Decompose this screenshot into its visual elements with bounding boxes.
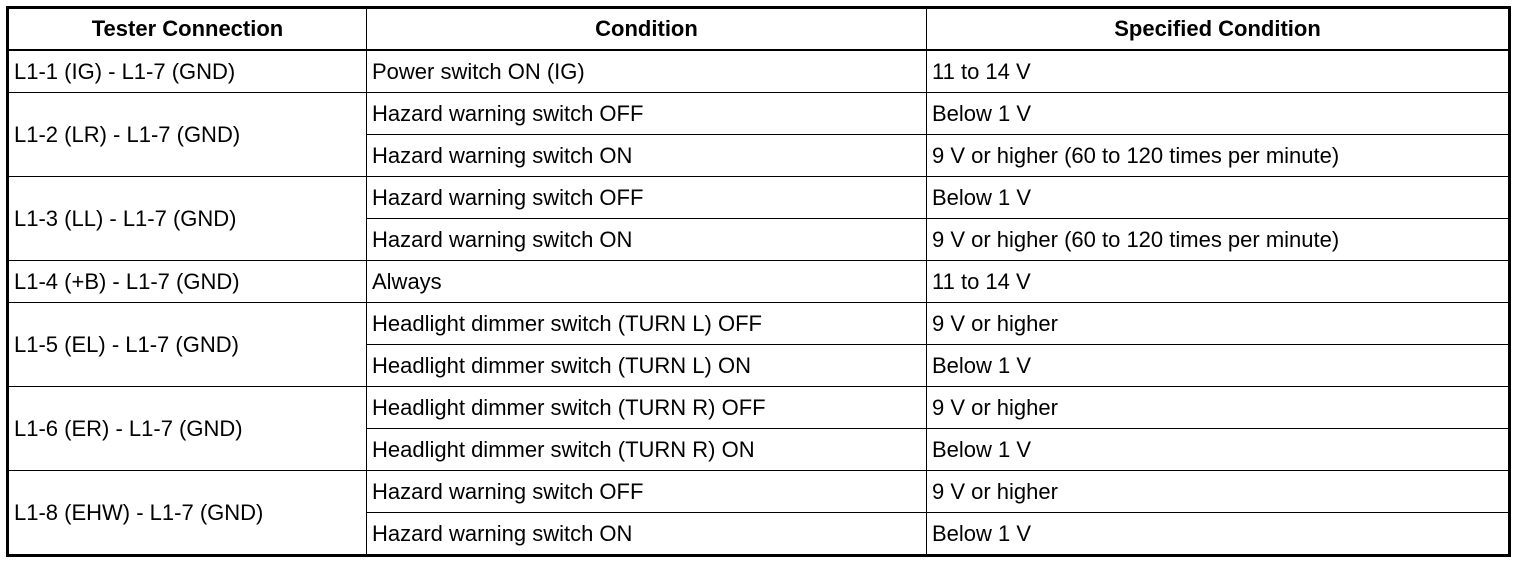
specified-condition-cell: 11 to 14 V — [927, 261, 1510, 303]
specified-condition-cell: 9 V or higher (60 to 120 times per minute) — [927, 219, 1510, 261]
table-row — [8, 303, 1510, 345]
header-condition: Condition — [367, 8, 927, 51]
specified-condition-cell: 9 V or higher — [927, 387, 1510, 429]
specified-condition-cell: 11 to 14 V — [927, 50, 1510, 93]
condition-cell: Hazard warning switch ON — [367, 219, 927, 261]
tester-connection-cell: L1-6 (ER) - L1-7 (GND) — [8, 387, 367, 471]
specified-condition-cell: Below 1 V — [927, 345, 1510, 387]
tester-connection-cell: L1-1 (IG) - L1-7 (GND) — [8, 50, 367, 93]
tester-connection-cell: L1-8 (EHW) - L1-7 (GND) — [8, 471, 367, 556]
condition-cell: Always — [367, 261, 927, 303]
table-row — [8, 387, 1510, 429]
table-body — [8, 50, 1510, 556]
tester-connection-cell: L1-5 (EL) - L1-7 (GND) — [8, 303, 367, 387]
table-row — [8, 471, 1510, 513]
specified-condition-cell: 9 V or higher — [927, 303, 1510, 345]
specified-condition-cell: Below 1 V — [927, 429, 1510, 471]
condition-cell: Headlight dimmer switch (TURN L) OFF — [367, 303, 927, 345]
condition-cell: Headlight dimmer switch (TURN R) ON — [367, 429, 927, 471]
condition-cell: Hazard warning switch OFF — [367, 177, 927, 219]
condition-cell: Hazard warning switch ON — [367, 513, 927, 556]
specified-condition-cell: 9 V or higher — [927, 471, 1510, 513]
condition-cell: Headlight dimmer switch (TURN L) ON — [367, 345, 927, 387]
specified-condition-cell: Below 1 V — [927, 513, 1510, 556]
tester-connection-table — [6, 6, 1511, 557]
tester-connection-cell: L1-2 (LR) - L1-7 (GND) — [8, 93, 367, 177]
condition-cell: Hazard warning switch ON — [367, 135, 927, 177]
table-row — [8, 177, 1510, 219]
specified-condition-cell: Below 1 V — [927, 93, 1510, 135]
table-row — [8, 93, 1510, 135]
header-specified-condition: Specified Condition — [927, 8, 1510, 51]
condition-cell: Power switch ON (IG) — [367, 50, 927, 93]
condition-cell: Hazard warning switch OFF — [367, 93, 927, 135]
condition-cell: Headlight dimmer switch (TURN R) OFF — [367, 387, 927, 429]
header-tester-connection: Tester Connection — [8, 8, 367, 51]
table-row — [8, 261, 1510, 303]
table-header — [8, 8, 1510, 51]
specified-condition-cell: Below 1 V — [927, 177, 1510, 219]
table-row — [8, 50, 1510, 93]
tester-connection-cell: L1-4 (+B) - L1-7 (GND) — [8, 261, 367, 303]
tester-connection-cell: L1-3 (LL) - L1-7 (GND) — [8, 177, 367, 261]
specified-condition-cell: 9 V or higher (60 to 120 times per minute) — [927, 135, 1510, 177]
header-row — [8, 8, 1510, 51]
condition-cell: Hazard warning switch OFF — [367, 471, 927, 513]
